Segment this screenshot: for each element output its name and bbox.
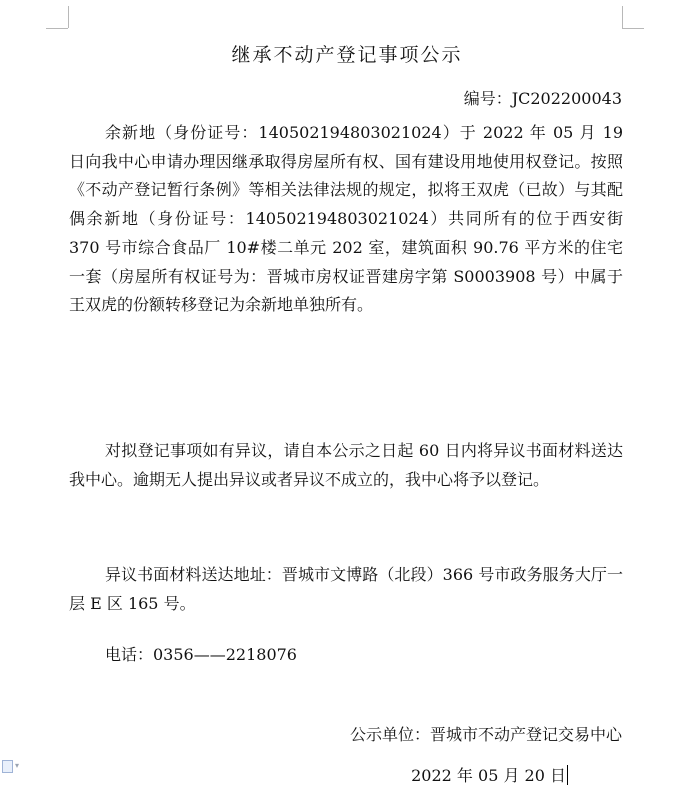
document-number: 编号：JC202200043 xyxy=(463,89,622,108)
text-cursor xyxy=(567,765,568,785)
signing-date-line[interactable] xyxy=(411,763,568,786)
corner-mark-top-left-h xyxy=(46,28,68,29)
corner-mark-top-right-h xyxy=(622,28,644,29)
corner-mark-top-left xyxy=(68,6,69,28)
paragraph-objection: 对拟登记事项如有异议，请自本公示之日起 60 日内将异议书面材料送达我中心。逾期无人提出异议或者异议不成立的，我中心将予以登记。 xyxy=(69,441,623,489)
paragraph-address: 异议书面材料送达地址：晋城市文博路（北段）366 号市政务服务大厅一层 E 区 165 号。 xyxy=(69,565,623,613)
signing-unit: 公示单位：晋城市不动产登记交易中心 xyxy=(349,725,622,744)
document-icon xyxy=(2,760,13,773)
document-options-icon[interactable] xyxy=(2,760,20,774)
signing-date: 2022 年 05 月 20 日 xyxy=(411,766,566,785)
corner-mark-top-right xyxy=(622,6,623,28)
paragraph-phone: 电话：0356——2218076 xyxy=(105,645,297,664)
document-title: 继承不动产登记事项公示 xyxy=(231,44,463,66)
chevron-down-icon: ▾ xyxy=(15,761,20,770)
paragraph-main: 余新地（身份证号：140502194803021024）于 2022 年 05 月 19 日向我中心申请办理因继承取得房屋所有权、国有建设用地使用权登记。按照《不动产登记暂行条例》等相关法律法规的规定，拟将王双虎（已故）与其配偶余新地（身份证号：140502194803021024）共同所有的位于西安街 370 号市综合食品厂 10#楼二单元 202 室，建筑面积 90.76 平方米的住宅一套（房屋所有权证号为：晋城市房权证晋建房字第 S0003908 号）中属于王双虎的份额转移登记为余新地单独所有。 xyxy=(69,123,623,315)
